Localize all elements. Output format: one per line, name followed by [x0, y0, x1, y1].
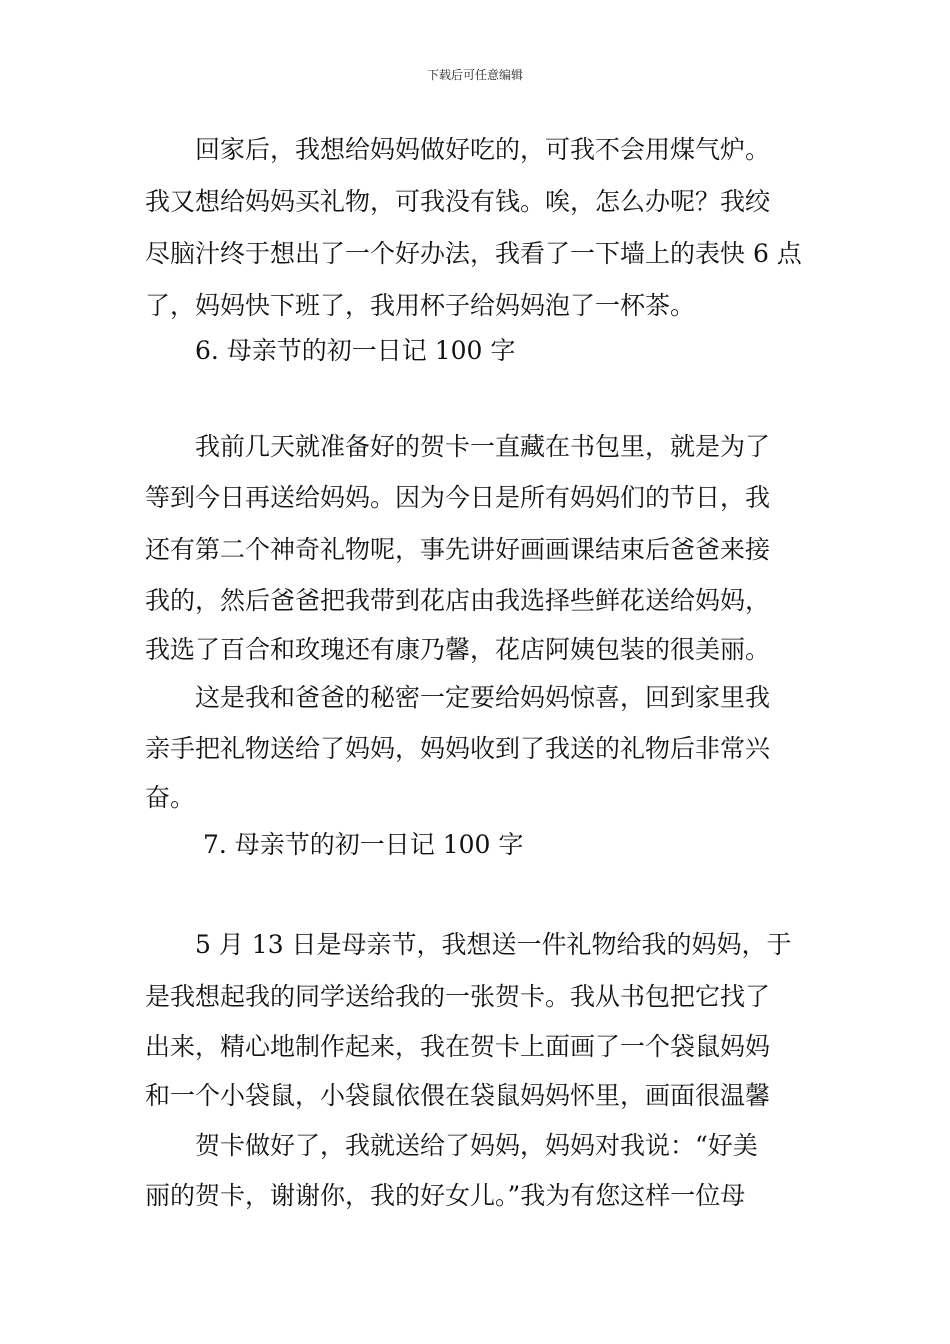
text-line: 尽脑汁终于想出了一个好办法，我看了一下墙上的表快 6 点 [145, 239, 802, 268]
text-line: 我的，然后爸爸把我带到花店由我选择些鲜花送给妈妈， [145, 586, 771, 615]
section-heading: 6. 母亲节的初一日记 100 字 [145, 336, 516, 365]
page-header: 下载后可任意编辑 [426, 68, 523, 82]
text-line: 奋。 [145, 783, 196, 812]
text-line: 我又想给妈妈买礼物，可我没有钱。唉，怎么办呢？我绞 [145, 187, 771, 216]
text-line: 是我想起我的同学送给我的一张贺卡。我从书包把它找了 [145, 982, 771, 1011]
text-line: 回家后，我想给妈妈做好吃的，可我不会用煤气炉。 [145, 135, 771, 164]
text-line: 等到今日再送给妈妈。因为今日是所有妈妈们的节日，我 [145, 483, 771, 512]
section-heading: 7. 母亲节的初一日记 100 字 [145, 830, 524, 859]
text-line: 5 月 13 日是母亲节，我想送一件礼物给我的妈妈，于 [145, 930, 792, 959]
text-line: 贺卡做好了，我就送给了妈妈，妈妈对我说：“好美 [145, 1131, 758, 1160]
text-line: 还有第二个神奇礼物呢，事先讲好画画课结束后爸爸来接 [145, 535, 771, 564]
text-line: 我选了百合和玫瑰还有康乃馨，花店阿姨包装的很美丽。 [145, 635, 771, 664]
text-line: 亲手把礼物送给了妈妈，妈妈收到了我送的礼物后非常兴 [145, 734, 771, 763]
text-line: 我前几天就准备好的贺卡一直藏在书包里，就是为了 [145, 432, 771, 461]
text-line: 丽的贺卡，谢谢你，我的好女儿。”我为有您这样一位母 [145, 1181, 746, 1210]
text-line: 这是我和爸爸的秘密一定要给妈妈惊喜，回到家里我 [145, 683, 771, 712]
text-line: 了，妈妈快下班了，我用杯子给妈妈泡了一杯茶。 [145, 291, 696, 320]
text-line: 出来，精心地制作起来，我在贺卡上面画了一个袋鼠妈妈 [145, 1032, 771, 1061]
text-line: 和一个小袋鼠，小袋鼠依偎在袋鼠妈妈怀里，画面很温馨 [145, 1081, 771, 1110]
